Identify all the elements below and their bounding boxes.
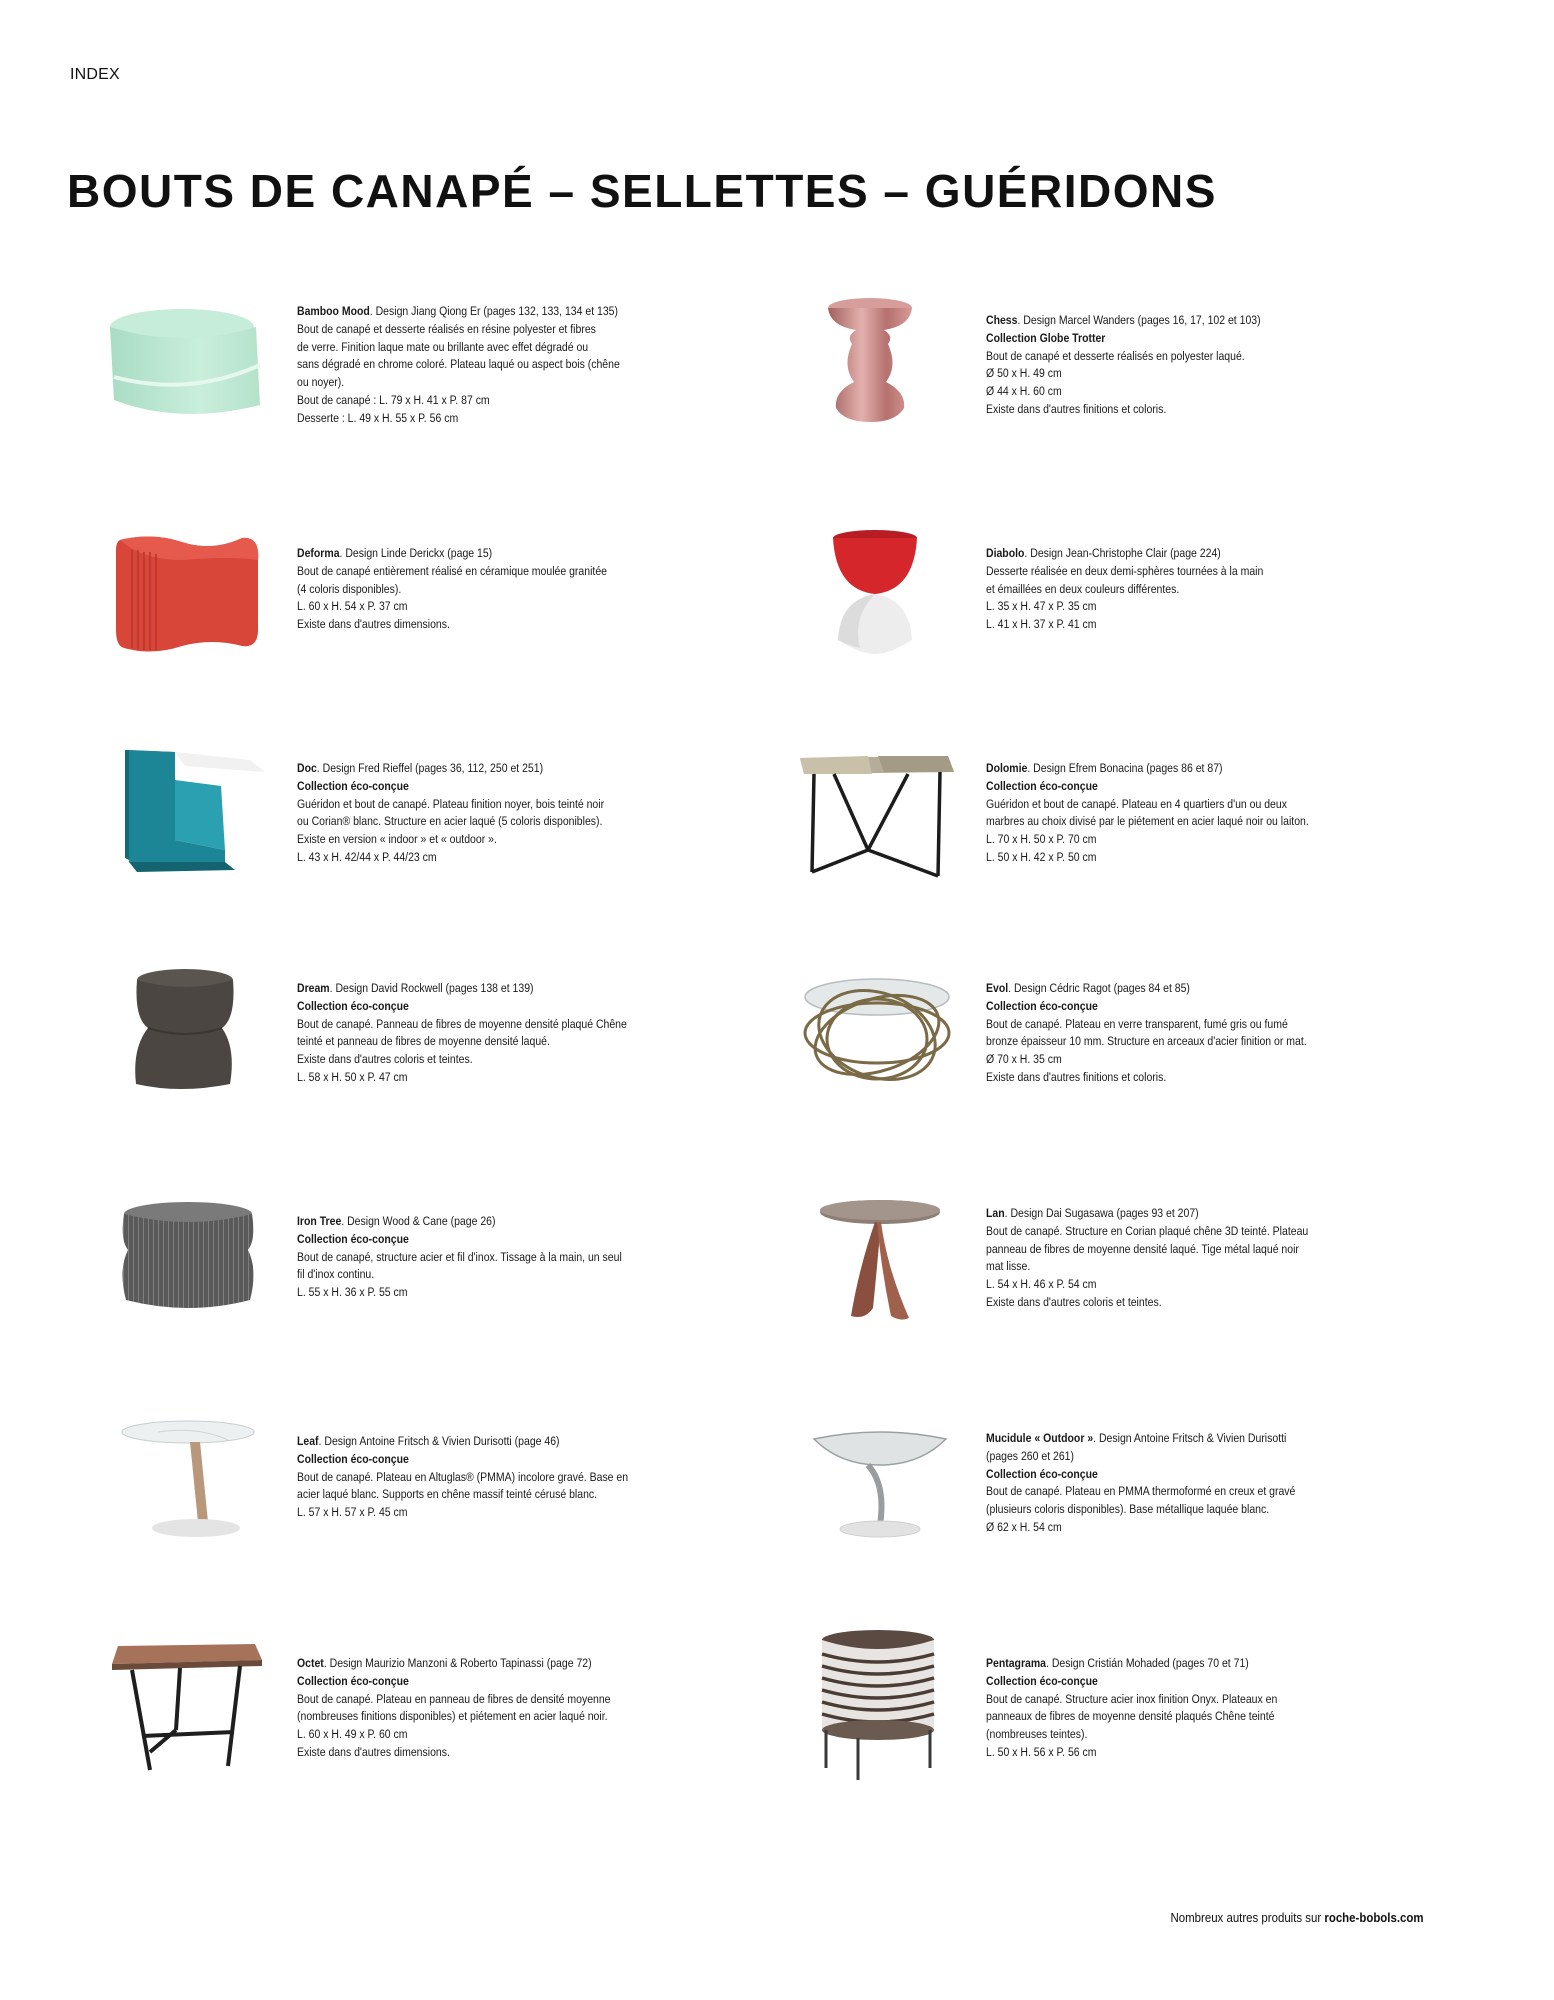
- product-image-dolomie: [798, 750, 958, 880]
- dimensions: L. 70 x H. 50 x P. 70 cm: [986, 832, 1097, 847]
- dimensions: Bout de canapé : L. 79 x H. 41 x P. 87 cm: [297, 392, 490, 407]
- description-line: Bout de canapé. Structure acier inox finition Onyx. Plateaux en: [986, 1691, 1278, 1706]
- product-name: Octet: [297, 1656, 324, 1670]
- description-line: (nombreuses teintes).: [986, 1727, 1088, 1742]
- dimensions: Ø 50 x H. 49 cm: [986, 366, 1062, 381]
- product-name: Deforma: [297, 546, 340, 560]
- product-pages: (pages 260 et 261): [986, 1448, 1075, 1463]
- footer-note: [1171, 1910, 1424, 1925]
- description-line: panneaux de fibres de moyenne densité plaqués Chêne teinté: [986, 1709, 1275, 1724]
- description-line: (nombreuses finitions disponibles) et piétement en acier laqué noir.: [297, 1709, 608, 1724]
- description-line: (plusieurs coloris disponibles). Base métallique laquée blanc.: [986, 1502, 1270, 1517]
- product-image-evol: [800, 975, 955, 1090]
- collection-label: Collection éco-conçue: [297, 1673, 409, 1688]
- product-image-mucidule: [810, 1425, 950, 1540]
- description-line: Existe dans d'autres dimensions.: [297, 617, 450, 632]
- product-name: Chess: [986, 313, 1018, 327]
- description-line: Bout de canapé et desserte réalisés en polyester laqué.: [986, 348, 1245, 363]
- page-title: BOUTS DE CANAPÉ – SELLETTES – GUÉRIDONS: [67, 165, 1217, 217]
- product-designer: . Design Antoine Fritsch & Vivien Durisotti (page 46): [318, 1434, 560, 1448]
- product-image-doc: [125, 750, 265, 875]
- product-designer: . Design Dai Sugasawa (pages 93 et 207): [1004, 1206, 1199, 1220]
- product-image-dream: [130, 968, 240, 1093]
- product-name: Dream: [297, 981, 330, 995]
- dimensions: L. 43 x H. 42/44 x P. 44/23 cm: [297, 849, 437, 864]
- product-designer: . Design Jean-Christophe Clair (page 224): [1024, 546, 1221, 560]
- description-line: teinté et panneau de fibres de moyenne densité laqué.: [297, 1034, 550, 1049]
- description-line: Guéridon et bout de canapé. Plateau en 4 quartiers d'un ou deux: [986, 796, 1287, 811]
- description-line: Existe en version « indoor » et « outdoor ».: [297, 832, 497, 847]
- dimensions: L. 41 x H. 37 x P. 41 cm: [986, 617, 1097, 632]
- dimensions: L. 35 x H. 47 x P. 35 cm: [986, 599, 1097, 614]
- description-line: Bout de canapé. Plateau en verre transparent, fumé gris ou fumé: [986, 1016, 1288, 1031]
- index-label: INDEX: [70, 66, 120, 83]
- product-designer: . Design Efrem Bonacina (pages 86 et 87): [1027, 761, 1223, 775]
- product-text-doc: [297, 760, 604, 867]
- description-line: Bout de canapé et desserte réalisés en résine polyester et fibres: [297, 321, 596, 336]
- product-designer: . Design Marcel Wanders (pages 16, 17, 102 et 103): [1017, 313, 1261, 327]
- product-name: Diabolo: [986, 546, 1025, 560]
- product-image-chess: [820, 296, 920, 426]
- description-line: acier laqué blanc. Supports en chêne massif teinté cérusé blanc.: [297, 1487, 598, 1502]
- footer-text: Nombreux autres produits sur: [1170, 1910, 1325, 1925]
- description-line: Bout de canapé. Panneau de fibres de moyenne densité plaqué Chêne: [297, 1016, 627, 1031]
- description-line: Bout de canapé. Plateau en PMMA thermoformé en creux et gravé: [986, 1484, 1296, 1499]
- dimensions: L. 60 x H. 49 x P. 60 cm: [297, 1727, 408, 1742]
- product-image-octet: [110, 1640, 265, 1775]
- description-line: ou Corian® blanc. Structure en acier laqué (5 coloris disponibles).: [297, 814, 603, 829]
- dimensions: Desserte : L. 49 x H. 55 x P. 56 cm: [297, 410, 459, 425]
- product-image-bamboo-mood: [100, 305, 270, 425]
- product-name: Leaf: [297, 1434, 319, 1448]
- collection-label: Collection Globe Trotter: [986, 330, 1106, 345]
- collection-label: Collection éco-conçue: [986, 998, 1098, 1013]
- description-line: de verre. Finition laque mate ou brillante avec effet dégradé ou: [297, 339, 589, 354]
- description-line: Existe dans d'autres finitions et coloris.: [986, 401, 1167, 416]
- description-line: Bout de canapé, structure acier et fil d'inox. Tissage à la main, un seul: [297, 1249, 622, 1264]
- product-text-pentagrama: [986, 1655, 1277, 1762]
- product-text-bamboo-mood: [297, 303, 620, 428]
- product-text-mucidule: [986, 1430, 1295, 1537]
- description-line: Bout de canapé. Structure en Corian plaqué chêne 3D teinté. Plateau: [986, 1223, 1309, 1238]
- product-text-evol: [986, 980, 1307, 1087]
- dimensions: L. 50 x H. 56 x P. 56 cm: [986, 1744, 1097, 1759]
- product-name: Iron Tree: [297, 1214, 342, 1228]
- product-image-diabolo: [830, 528, 920, 658]
- collection-label: Collection éco-conçue: [986, 1673, 1098, 1688]
- product-name: Bamboo Mood: [297, 304, 370, 318]
- product-name: Doc: [297, 761, 317, 775]
- description-line: bronze épaisseur 10 mm. Structure en arceaux d'acier finition or mat.: [986, 1034, 1307, 1049]
- collection-label: Collection éco-conçue: [297, 778, 409, 793]
- product-image-deforma: [112, 530, 262, 660]
- product-text-diabolo: [986, 545, 1263, 634]
- description-line: panneau de fibres de moyenne densité laqué. Tige métal laqué noir: [986, 1241, 1299, 1256]
- collection-label: Collection éco-conçue: [297, 1231, 409, 1246]
- product-text-deforma: [297, 545, 607, 634]
- product-name: Evol: [986, 981, 1009, 995]
- dimensions: L. 60 x H. 54 x P. 37 cm: [297, 599, 408, 614]
- product-name: Mucidule « Outdoor »: [986, 1431, 1094, 1445]
- dimensions: Ø 44 x H. 60 cm: [986, 384, 1062, 399]
- description-line: Existe dans d'autres coloris et teintes.: [297, 1052, 473, 1067]
- dimensions: L. 50 x H. 42 x P. 50 cm: [986, 849, 1097, 864]
- description-line: marbres au choix divisé par le piétement en acier laqué noir ou laiton.: [986, 814, 1309, 829]
- product-text-chess: [986, 312, 1261, 419]
- website-link[interactable]: roche-bobols.com: [1324, 1910, 1424, 1925]
- product-name: Dolomie: [986, 761, 1028, 775]
- description-line: Existe dans d'autres coloris et teintes.: [986, 1294, 1162, 1309]
- product-name: Pentagrama: [986, 1656, 1047, 1670]
- product-designer: . Design Linde Derickx (page 15): [339, 546, 493, 560]
- product-image-iron-tree: [118, 1200, 258, 1315]
- dimensions: L. 55 x H. 36 x P. 55 cm: [297, 1285, 408, 1300]
- dimensions: L. 57 x H. 57 x P. 45 cm: [297, 1505, 408, 1520]
- description-line: fil d'inox continu.: [297, 1267, 375, 1282]
- product-text-iron-tree: [297, 1213, 622, 1302]
- description-line: et émaillées en deux couleurs différentes.: [986, 581, 1180, 596]
- description-line: Guéridon et bout de canapé. Plateau finition noyer, bois teinté noir: [297, 796, 605, 811]
- dimensions: L. 54 x H. 46 x P. 54 cm: [986, 1277, 1097, 1292]
- description-line: mat lisse.: [986, 1259, 1031, 1274]
- collection-label: Collection éco-conçue: [297, 998, 409, 1013]
- product-designer: . Design Cédric Ragot (pages 84 et 85): [1008, 981, 1190, 995]
- description-line: Bout de canapé entièrement réalisé en céramique moulée granitée: [297, 563, 607, 578]
- product-text-lan: [986, 1205, 1308, 1312]
- description-line: Desserte réalisée en deux demi-sphères tournées à la main: [986, 563, 1264, 578]
- description-line: Existe dans d'autres dimensions.: [297, 1744, 450, 1759]
- product-image-leaf: [118, 1418, 258, 1543]
- product-image-lan: [815, 1198, 945, 1323]
- description-line: (4 coloris disponibles).: [297, 581, 402, 596]
- collection-label: Collection éco-conçue: [297, 1451, 409, 1466]
- product-text-dolomie: [986, 760, 1309, 867]
- product-designer: . Design Cristián Mohaded (pages 70 et 71): [1046, 1656, 1249, 1670]
- description-line: Bout de canapé. Plateau en panneau de fibres de densité moyenne: [297, 1691, 611, 1706]
- description-line: Existe dans d'autres finitions et coloris.: [986, 1069, 1167, 1084]
- product-designer: . Design Jiang Qiong Er (pages 132, 133, 134 et 135): [369, 304, 619, 318]
- product-text-dream: [297, 980, 627, 1087]
- product-text-octet: [297, 1655, 611, 1762]
- product-designer: . Design Wood & Cane (page 26): [341, 1214, 496, 1228]
- collection-label: Collection éco-conçue: [986, 778, 1098, 793]
- product-designer: . Design David Rockwell (pages 138 et 139): [329, 981, 534, 995]
- description-line: sans dégradé en chrome coloré. Plateau laqué ou aspect bois (chêne: [297, 357, 620, 372]
- product-image-pentagrama: [818, 1628, 938, 1783]
- description-line: ou noyer).: [297, 375, 345, 390]
- description-line: Bout de canapé. Plateau en Altuglas® (PMMA) incolore gravé. Base en: [297, 1469, 629, 1484]
- product-name: Lan: [986, 1206, 1005, 1220]
- product-designer: . Design Antoine Fritsch & Vivien Durisotti: [1093, 1431, 1287, 1445]
- product-designer: . Design Maurizio Manzoni & Roberto Tapinassi (page 72): [323, 1656, 592, 1670]
- product-text-leaf: [297, 1433, 628, 1522]
- product-designer: . Design Fred Rieffel (pages 36, 112, 250 et 251): [316, 761, 544, 775]
- collection-label: Collection éco-conçue: [986, 1466, 1098, 1481]
- dimensions: Ø 62 x H. 54 cm: [986, 1519, 1062, 1534]
- dimensions: Ø 70 x H. 35 cm: [986, 1052, 1062, 1067]
- dimensions: L. 58 x H. 50 x P. 47 cm: [297, 1069, 408, 1084]
